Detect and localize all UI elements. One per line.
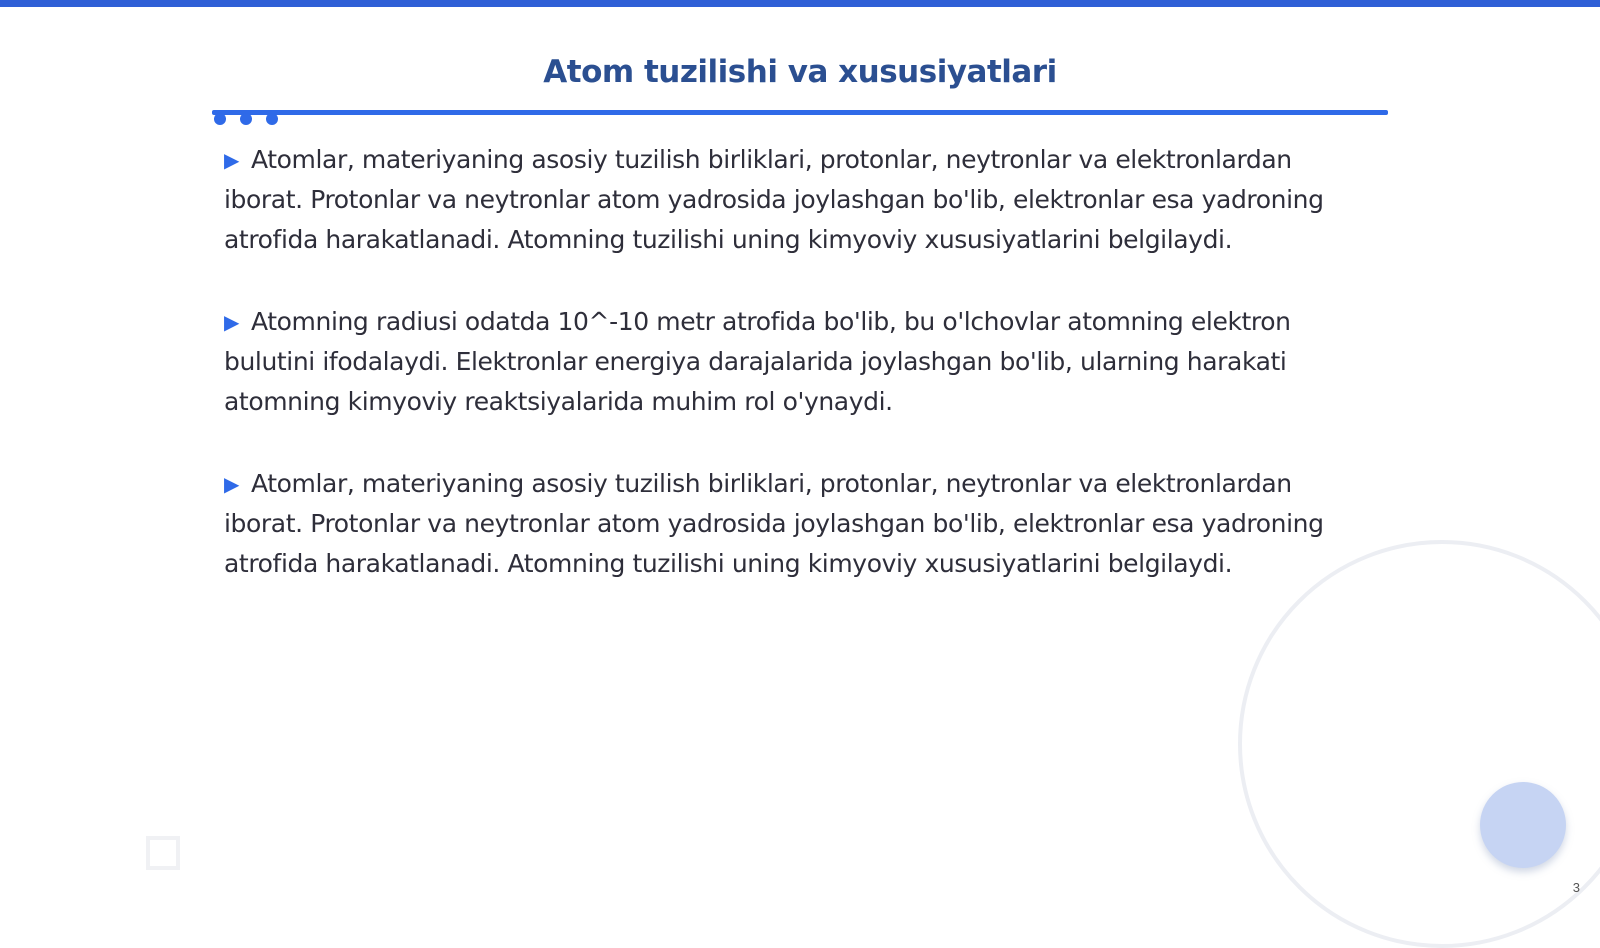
title-underline [212, 110, 1388, 115]
bullet-item [224, 302, 1364, 422]
slide-title: Atom tuzilishi va xususiyatlari [543, 54, 1057, 90]
bullet-item [224, 464, 1364, 584]
triangle-bullet-icon: ▶ [224, 310, 239, 334]
decorative-square [146, 836, 180, 870]
triangle-bullet-icon: ▶ [224, 472, 239, 496]
page-number: 3 [1572, 880, 1580, 895]
decorative-dot [214, 113, 226, 125]
bullet-text: Atomlar, materiyaning asosiy tuzilish birliklari, protonlar, neytronlar va elektronlardan iborat. Protonlar va neytronlar atom yadrosida joylashgan bo'lib, elektronlar esa yadroning atrofida harakatlanadi. Atomning tuzilishi uning kimyoviy xususiyatlarini belgilaydi. [224, 469, 1324, 578]
bullet-item [224, 140, 1364, 260]
bullet-list [224, 140, 1364, 626]
decorative-dot [240, 113, 252, 125]
bullet-text: Atomlar, materiyaning asosiy tuzilish birliklari, protonlar, neytronlar va elektronlardan iborat. Protonlar va neytronlar atom yadrosida joylashgan bo'lib, elektronlar esa yadroning atrofida harakatlanadi. Atomning tuzilishi uning kimyoviy xususiyatlarini belgilaydi. [224, 145, 1324, 254]
bullet-text: Atomning radiusi odatda 10^-10 metr atrofida bo'lib, bu o'lchovlar atomning elektron bulutini ifodalaydi. Elektronlar energiya darajalarida joylashgan bo'lib, ularning harakati atomning kimyoviy reaktsiyalarida muhim rol o'ynaydi. [224, 307, 1291, 416]
triangle-bullet-icon: ▶ [224, 148, 239, 172]
top-accent-bar [0, 0, 1600, 7]
decorative-dot [266, 113, 278, 125]
decorative-circle-filled [1480, 782, 1566, 868]
